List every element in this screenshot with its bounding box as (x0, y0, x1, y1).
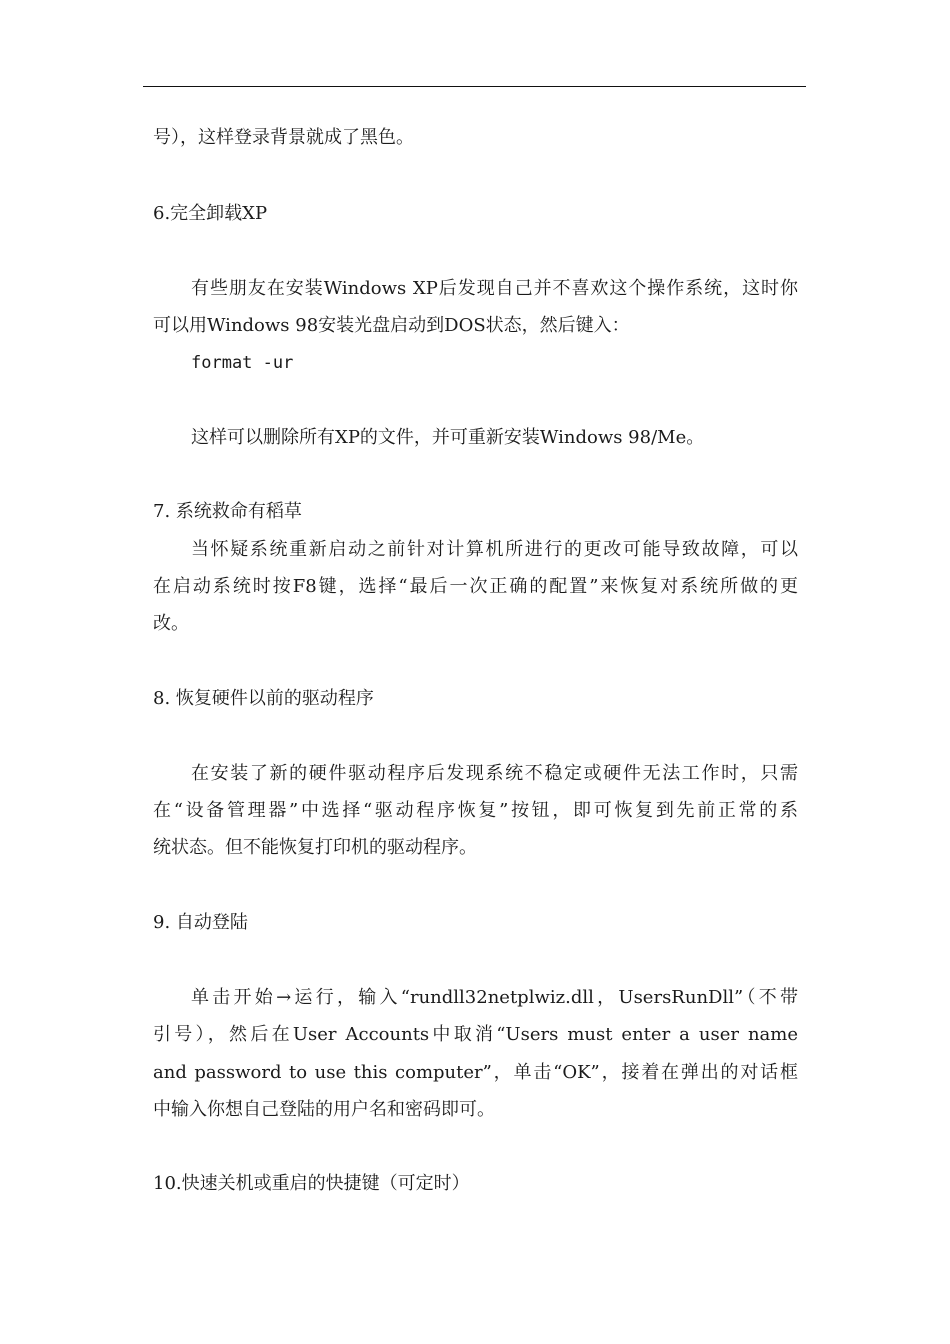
continued-line: 号），这样登录背景就成了黑色。 (153, 127, 414, 148)
section-7-line3: 改。 (153, 613, 189, 634)
section-9-line3: and password to use this computer”，单击“OK”，接着在弹出的对话框 (153, 1062, 798, 1083)
section-7-line1: 当怀疑系统重新启动之前针对计算机所进行的更改可能导致故障，可以 (191, 539, 798, 560)
section-7-line2: 在启动系统时按F8键，选择“最后一次正确的配置”来恢复对系统所做的更 (153, 576, 798, 597)
section-8-line2: 在“设备管理器”中选择“驱动程序恢复”按钮，即可恢复到先前正常的系 (153, 800, 798, 821)
section-9-heading: 9. 自动登陆 (153, 912, 248, 933)
section-8-line3: 统状态。但不能恢复打印机的驱动程序。 (153, 837, 477, 858)
section-6-para1-line2: 可以用Windows 98安装光盘启动到DOS状态，然后键入： (153, 315, 630, 336)
section-7-heading: 7. 系统救命有稻草 (153, 501, 302, 522)
section-6-command: format -ur (191, 353, 294, 373)
section-8-line1: 在安装了新的硬件驱动程序后发现系统不稳定或硬件无法工作时，只需 (191, 763, 798, 784)
section-9-line4: 中输入你想自己登陆的用户名和密码即可。 (153, 1099, 495, 1120)
section-8-heading: 8. 恢复硬件以前的驱动程序 (153, 688, 374, 709)
section-6-para2: 这样可以删除所有XP的文件，并可重新安装Windows 98/Me。 (191, 427, 705, 448)
section-6-heading: 6.完全卸载XP (153, 203, 268, 224)
header-rule (143, 86, 806, 87)
section-6-para1-line1: 有些朋友在安装Windows XP后发现自己并不喜欢这个操作系统，这时你 (191, 278, 798, 299)
section-9-line2: 引号），然后在User Accounts中取消“Users must enter a user name (153, 1024, 798, 1045)
section-10-heading: 10.快速关机或重启的快捷键（可定时） (153, 1173, 470, 1194)
section-9-line1: 单击开始→运行，输入“rundll32netplwiz.dll，UsersRunDll”（不带 (191, 987, 798, 1008)
